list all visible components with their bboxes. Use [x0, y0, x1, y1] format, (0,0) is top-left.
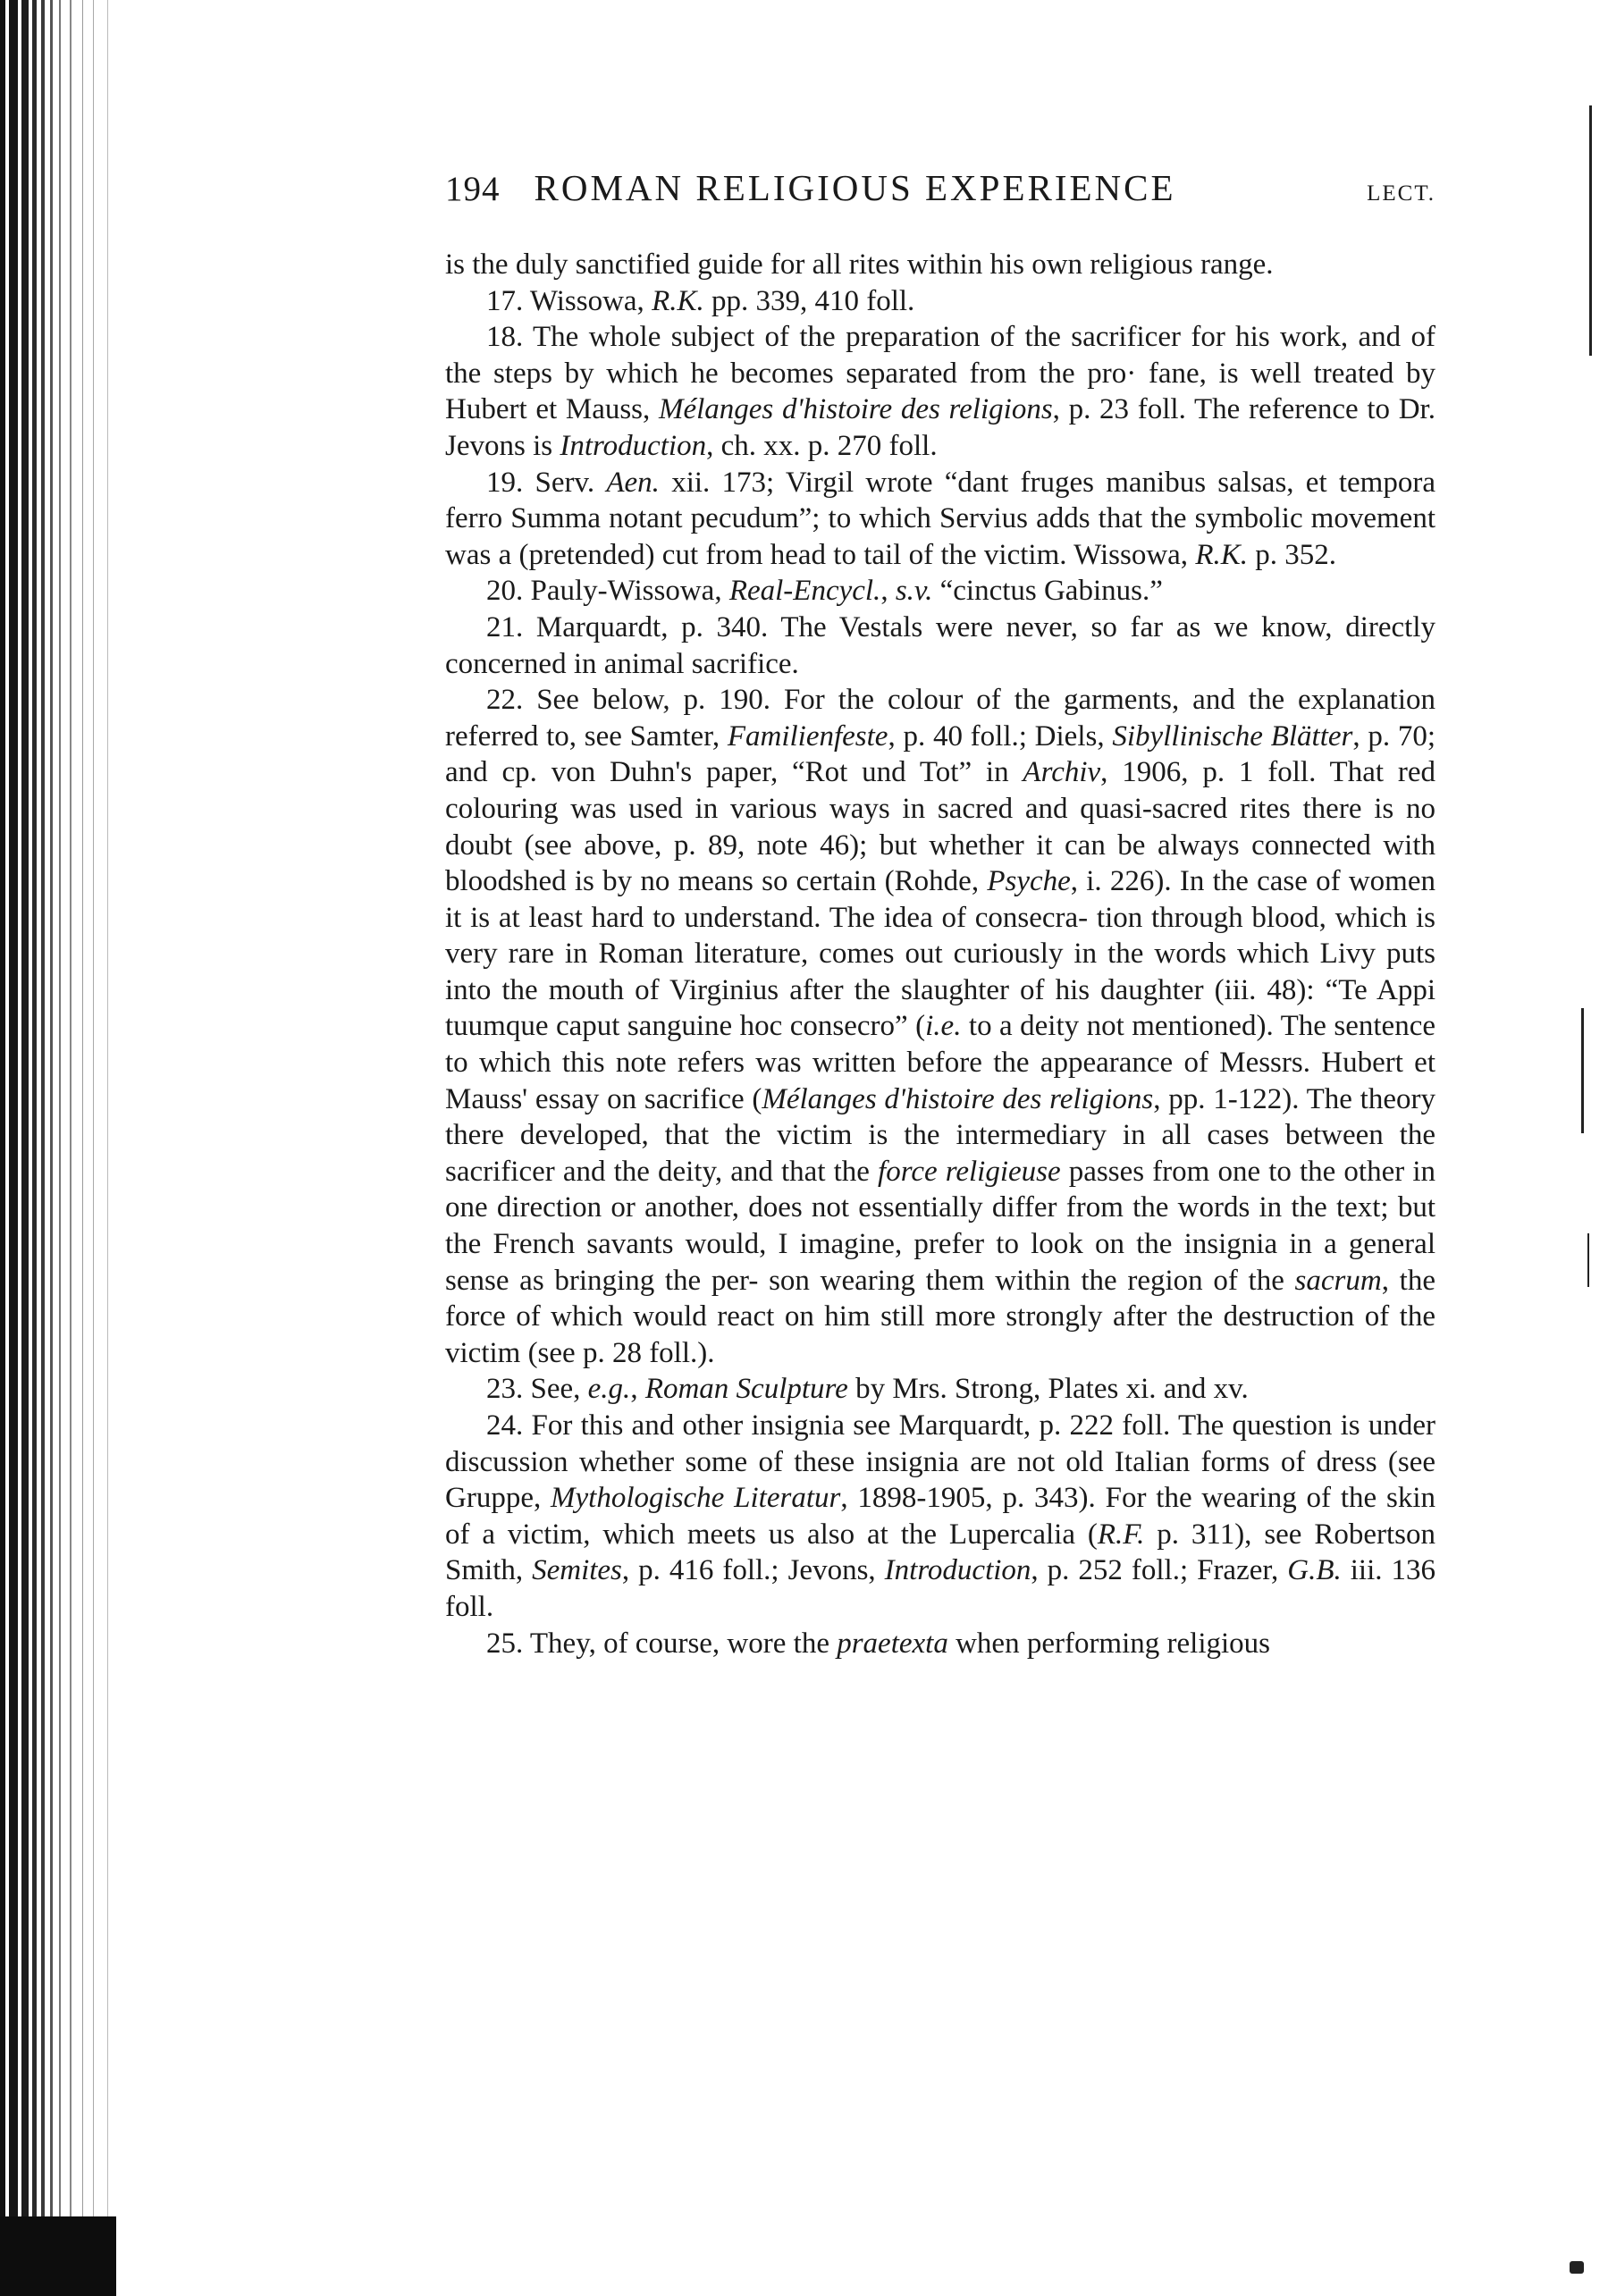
note-text: , p. 40 foll.; Diels,	[888, 719, 1113, 753]
note-text: , pp. 1-122). The theory there developed, that the victim is the intermediary in all cases between the sacrificer and the deity, and that the	[445, 1082, 1435, 1188]
note-text: , p. 252 foll.; Frazer,	[1031, 1554, 1288, 1587]
italic-citation: e.g.	[587, 1373, 631, 1406]
italic-citation: Archiv	[1023, 756, 1101, 789]
running-title: ROMAN RELIGIOUS EXPERIENCE	[534, 167, 1176, 208]
note-20	[445, 573, 1435, 610]
note-text: passes from one to the other in one direction or another, does not essentially differ from the words in the text; but the French savants would, I imagine, prefer to look on the insignia in a general sense as bringing the per- son wearing them within the region of the	[445, 1155, 1435, 1297]
note-text: 22. See below, p. 190. For the colour of the garments, and the explanation referred to, see Samter,	[445, 684, 1435, 753]
italic-citation: Semites	[532, 1554, 622, 1587]
note-text: , p. 70; and cp. von Duhn's paper, “Rot und Tot” in	[445, 719, 1436, 789]
note-text: , ch. xx. p. 270 foll.	[706, 429, 938, 462]
note-text: to a deity not mentioned). The sentence to which this note refers was written before the appearance of Messrs. Hubert et Mauss' essay on sacrifice (	[445, 1010, 1435, 1115]
note-24	[445, 1408, 1435, 1626]
italic-citation: Real-Encycl.	[728, 575, 881, 608]
italic-citation: i.e.	[925, 1010, 962, 1043]
note-continuation	[445, 247, 1435, 283]
italic-citation: Aen.	[606, 466, 660, 499]
note-text: , p. 23 foll. The reference to Dr. Jevons is	[445, 393, 1435, 462]
note-text: 17. Wissowa,	[486, 284, 652, 317]
italic-citation: Introduction	[884, 1554, 1031, 1587]
note-text: xii. 173; Virgil wrote “dant fruges manibus salsas, et tempora ferro Summa notant pecudum”; to which Servius adds that the symbolic movement was a (pretended) cut from head to tail of the victim. Wissowa,	[445, 466, 1435, 571]
note-text: 23. See,	[486, 1373, 588, 1406]
note-text: 21. Marquardt, p. 340. The Vestals were never, so far as we know, directly concerned in animal sacrifice.	[445, 610, 1435, 680]
note-text: ,	[630, 1373, 645, 1406]
note-18	[445, 319, 1435, 464]
italic-citation: s.v.	[895, 575, 933, 608]
page-number: 194	[445, 170, 501, 208]
note-text: ,	[880, 575, 896, 608]
note-text: p. 352.	[1247, 538, 1336, 571]
note-text: , i. 226). In the case of women it is at least hard to understand. The idea of consecra- tion through blood, which is very rare in Roman literature, comes out curiously in the words which Livy puts into the mouth of Virginius after the slaughter of his daughter (iii. 48): “Te Appi tuumque caput sanguine hoc consecro” (	[445, 865, 1435, 1043]
endnotes-body	[445, 247, 1435, 1661]
note-text: by Mrs. Strong, Plates xi. and xv.	[847, 1373, 1249, 1406]
scan-dot-bottom	[1570, 2261, 1584, 2274]
italic-citation: force religieuse	[878, 1155, 1061, 1188]
note-text: 20. Pauly-Wissowa,	[486, 575, 729, 608]
note-text: when performing religious	[947, 1627, 1271, 1660]
note-21	[445, 610, 1435, 682]
italic-citation: Sibyllinische Blätter	[1112, 719, 1353, 753]
section-label: LECT.	[1367, 181, 1435, 206]
italic-citation: R.K.	[1195, 538, 1248, 571]
note-22	[445, 682, 1435, 1371]
italic-citation: Introduction	[560, 429, 707, 462]
italic-citation: Familienfeste	[727, 719, 888, 753]
note-text: 24. For this and other insignia see Marquardt, p. 222 foll. The question is under discussion whether some of these insignia are not old Italian forms of dress (see Gruppe,	[445, 1409, 1435, 1515]
note-text: “cinctus Gabinus.”	[932, 575, 1163, 608]
note-text: p. 311), see Robertson Smith,	[445, 1518, 1435, 1587]
scan-edge-mark-top	[1589, 105, 1592, 356]
note-text: , 1898-1905, p. 343). For the wearing of the skin of a victim, which meets us also at the Lupercalia (	[445, 1482, 1435, 1551]
italic-citation: Roman Sculpture	[644, 1373, 848, 1406]
scan-edge-mark-middle	[1581, 1008, 1584, 1133]
note-17	[445, 283, 1435, 320]
italic-citation: Mélanges d'histoire des religions	[658, 393, 1053, 426]
italic-citation: Mélanges d'histoire des religions	[762, 1082, 1154, 1115]
note-text: iii. 136 foll.	[445, 1554, 1436, 1623]
note-text: is the duly sanctified guide for all rites within his own religious range.	[445, 248, 1274, 281]
note-text: pp. 339, 410 foll.	[703, 284, 915, 317]
note-25	[445, 1626, 1435, 1662]
note-23	[445, 1371, 1435, 1408]
running-header	[445, 166, 1435, 220]
italic-citation: praetexta	[837, 1627, 948, 1660]
note-text: , the force of which would react on him still more strongly after the destruction of the victim (see p. 28 foll.).	[445, 1264, 1435, 1369]
note-text: 18. The whole subject of the preparation of the sacrificer for his work, and of the steps by which he becomes separated from the pro· fane, is well treated by Hubert et Mauss,	[445, 321, 1435, 426]
italic-citation: G.B.	[1287, 1554, 1342, 1587]
note-text: , 1906, p. 1 foll. That red colouring was used in various ways in sacred and quasi-sacred rites there is no doubt (see above, p. 89, note 46); but whether it can be always connected with bloodshed is by no means so certain (Rohde,	[445, 756, 1435, 898]
note-text: 19. Serv.	[486, 466, 607, 499]
italic-citation: sacrum	[1294, 1264, 1382, 1297]
note-text: , p. 416 foll.; Jevons,	[621, 1554, 885, 1587]
book-spine-edge	[0, 0, 116, 2296]
italic-citation: Mythologische Literatur	[551, 1482, 841, 1515]
note-text: 25. They, of course, wore the	[486, 1627, 838, 1660]
italic-citation: Psyche	[987, 865, 1071, 898]
italic-citation: R.K.	[652, 284, 704, 317]
scan-edge-mark-lower	[1587, 1233, 1589, 1287]
note-19	[445, 465, 1435, 574]
italic-citation: R.F.	[1097, 1518, 1145, 1551]
